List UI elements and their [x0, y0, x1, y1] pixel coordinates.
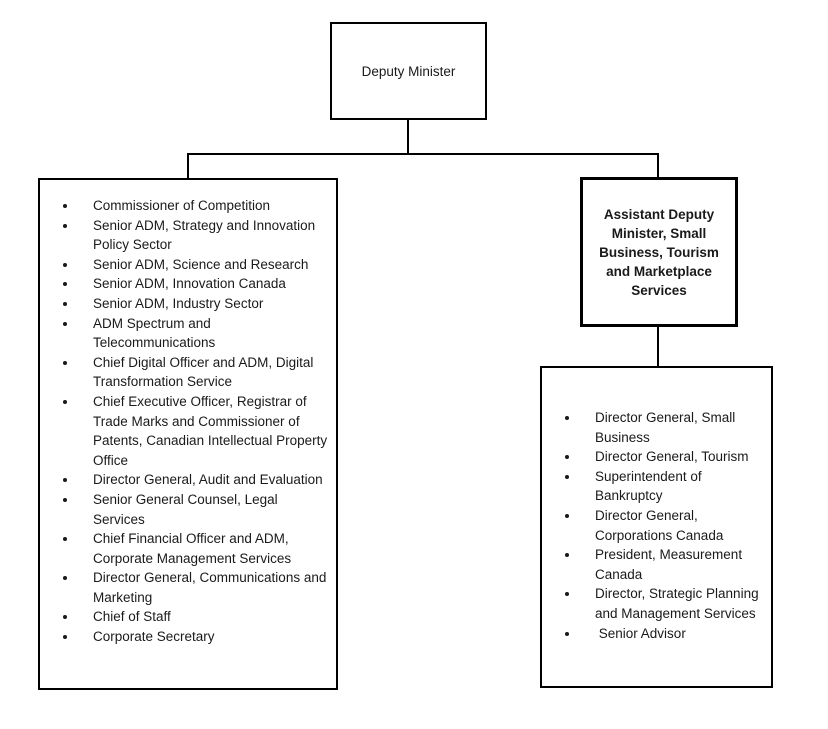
- deputy-minister-box: [330, 22, 487, 120]
- connector-adm-stem: [657, 327, 659, 366]
- deputy-minister-reports-list: [40, 180, 336, 647]
- list-item: • Corporate Secretary: [78, 627, 328, 647]
- list-item: • Director General, Communications and Marketing: [78, 568, 328, 607]
- list-item: • Director General, Small Business: [580, 408, 765, 447]
- list-item: • Senior ADM, Industry Sector: [78, 294, 328, 314]
- adm-reports-box: [540, 366, 773, 688]
- connector-left-drop: [187, 153, 189, 178]
- connector-right-drop: [657, 153, 659, 177]
- list-item: • Chief of Staff: [78, 607, 328, 627]
- deputy-minister-reports-box: [38, 178, 338, 690]
- connector-horizontal: [187, 153, 659, 155]
- connector-root-stem: [407, 120, 409, 154]
- assistant-deputy-minister-box: [580, 177, 738, 327]
- list-item: • Senior ADM, Innovation Canada: [78, 274, 328, 294]
- list-item: • Superintendent of Bankruptcy: [580, 467, 765, 506]
- list-item: • Chief Executive Officer, Registrar of Trade Marks and Commissioner of Patents, Canadian Intellectual Property Office: [78, 392, 328, 470]
- list-item: • Commissioner of Competition: [78, 196, 328, 216]
- list-item: • Director General, Corporations Canada: [580, 506, 765, 545]
- assistant-deputy-minister-label: Assistant Deputy Minister, Small Business, Tourism and Marketplace Services: [599, 206, 719, 298]
- list-item: • Director General, Tourism: [580, 447, 765, 467]
- list-item: • Senior ADM, Strategy and Innovation Policy Sector: [78, 216, 328, 255]
- list-item: • Senior General Counsel, Legal Services: [78, 490, 328, 529]
- list-item: • Senior ADM, Science and Research: [78, 255, 328, 275]
- list-item: • ADM Spectrum and Telecommunications: [78, 314, 328, 353]
- adm-reports-list: [542, 368, 771, 643]
- list-item: • Senior Advisor: [580, 624, 765, 644]
- list-item: • Chief Digital Officer and ADM, Digital Transformation Service: [78, 353, 328, 392]
- list-item: • Chief Financial Officer and ADM, Corporate Management Services: [78, 529, 328, 568]
- list-item: • Director General, Audit and Evaluation: [78, 470, 328, 490]
- deputy-minister-label: Deputy Minister: [361, 63, 456, 79]
- list-item: • President, Measurement Canada: [580, 545, 765, 584]
- list-item: • Director, Strategic Planning and Management Services: [580, 584, 765, 623]
